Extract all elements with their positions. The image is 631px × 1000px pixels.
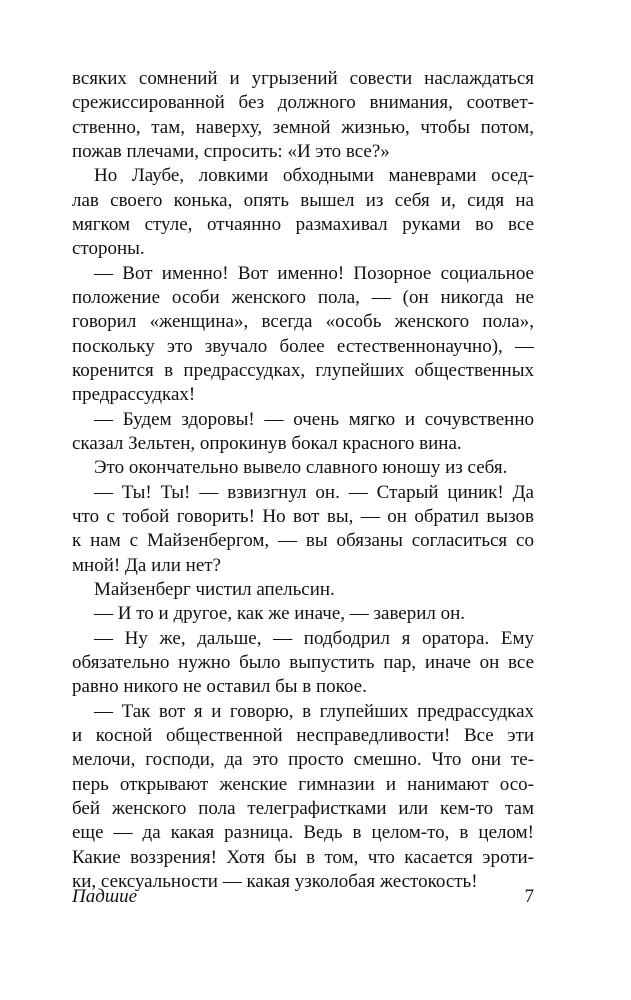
text-line: перь открывают женские гимназии и нанимают осо- <box>72 773 534 795</box>
text-line: положение особи женского пола, — (он никогда не <box>72 286 534 308</box>
text-line: мягком стуле, отчаянно размахивал руками во все <box>72 213 534 235</box>
text-line: пожав плечами, спросить: «И это все?» <box>72 140 390 162</box>
text-line: стороны. <box>72 238 145 260</box>
text-line: предрассудках! <box>72 384 196 406</box>
text-line: мелочи, господи, да это просто смешно. Что они те- <box>72 749 534 771</box>
text-line: Майзенберг чистил апельсин. <box>94 578 335 600</box>
text-line: Это окончательно вывело славного юношу из себя. <box>94 457 508 479</box>
text-line: — И то и другое, как же иначе, — заверил он. <box>94 603 466 625</box>
text-line: — Вот именно! Вот именно! Позорное социальное <box>94 262 534 284</box>
text-line: Но Лаубе, ловкими обходными маневрами осед- <box>94 165 534 187</box>
text-line: мной! Да или нет? <box>72 554 221 576</box>
text-line: еще — да какая разница. Ведь в целом-то, в целом! <box>72 822 534 844</box>
text-line: ственно, там, наверху, земной жизнью, чтобы потом, <box>72 116 534 138</box>
text-line: равно никого не оставил бы в покое. <box>72 676 367 698</box>
text-line: — Ты! Ты! — взвизгнул он. — Старый циник! Да <box>94 481 534 503</box>
text-line: — Будем здоровы! — очень мягко и сочувственно <box>94 408 534 430</box>
page-number: 7 <box>524 886 534 907</box>
text-line: сказал Зельтен, опрокинув бокал красного вина. <box>72 432 462 454</box>
text-line: срежиссированной без должного внимания, соответ- <box>72 92 534 114</box>
text-line: поскольку это звучало более естественнонаучно), — <box>72 335 534 357</box>
text-line: к нам с Майзенбергом, — вы обязаны согласиться со <box>72 530 534 552</box>
body-text <box>72 67 534 894</box>
text-line: лав своего конька, опять вышел из себя и, сидя на <box>72 189 534 211</box>
text-line: Какие воззрения! Хотя бы в том, что касается эроти- <box>72 846 534 868</box>
text-line: ки, сексуальности — какая узколобая жестокость! <box>72 870 478 892</box>
text-line: бей женского пола телеграфистками или кем-то там <box>72 797 534 819</box>
text-line: коренится в предрассудках, глупейших общественных <box>72 359 534 381</box>
text-line: говорил «женщина», всегда «особь женского пола», <box>72 311 534 333</box>
running-footer-title: Падшие <box>72 886 138 907</box>
text-line: обязательно нужно было выпустить пар, иначе он все <box>72 651 534 673</box>
text-line: и косной общественной несправедливости! Все эти <box>72 724 534 746</box>
text-line: — Так вот я и говорю, в глупейших предрассудках <box>94 700 534 722</box>
text-line: — Ну же, дальше, — подбодрил я оратора. Ему <box>94 627 534 649</box>
text-line: всяких сомнений и угрызений совести наслаждаться <box>72 68 534 89</box>
text-line: что с тобой говорить! Но вот вы, — он обратил вызов <box>72 505 534 527</box>
